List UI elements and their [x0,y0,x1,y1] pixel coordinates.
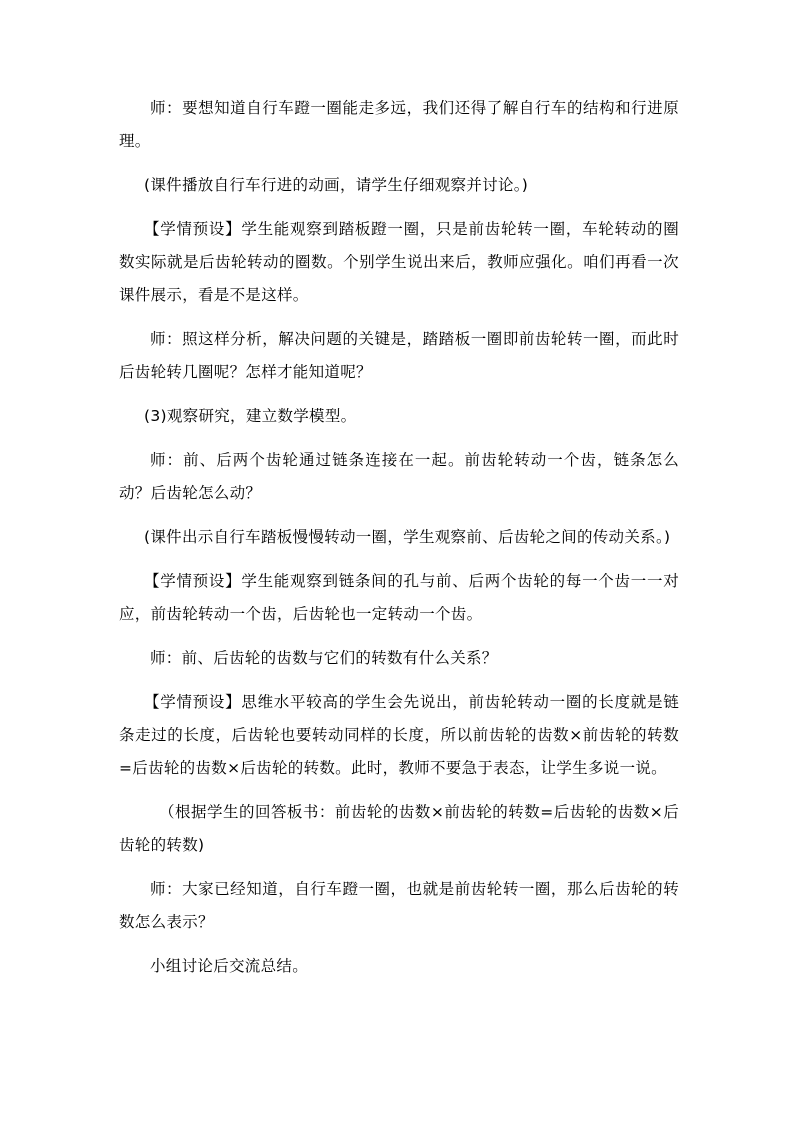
paragraph-4: 师：照这样分析，解决问题的关键是，踏踏板一圈即前齿轮转一圈，而此时后齿轮转几圈呢？怎样才能知道呢？ [119,330,679,381]
paragraph-12: 师：大家已经知道，自行车蹬一圈，也就是前齿轮转一圈，那么后齿轮的转数怎么表示？ [119,880,679,931]
paragraph-8: 【学情预设】学生能观察到链条间的孔与前、后两个齿轮的每一个齿一一对应，前齿轮转动一个齿，后齿轮也一定转动一个齿。 [119,572,679,623]
paragraph-7: (课件出示自行车踏板慢慢转动一圈，学生观察前、后齿轮之间的传动关系。) [144,528,671,546]
document-page [119,92,679,994]
paragraph-9: 师：前、后齿轮的齿数与它们的转数有什么关系？ [150,649,498,667]
paragraph-3: 【学情预设】学生能观察到踏板蹬一圈，只是前齿轮转一圈，车轮转动的圈数实际就是后齿轮转动的圈数。个别学生说出来后，教师应强化。咱们再看一次课件展示，看是不是这样。 [119,220,679,304]
paragraph-11: （根据学生的回答板书：前齿轮的齿数×前齿轮的转数=后齿轮的齿数×后齿轮的转数) [119,803,679,854]
paragraph-1: 师：要想知道自行车蹬一圈能走多远，我们还得了解自行车的结构和行进原理。 [119,99,679,150]
paragraph-5: (3)观察研究，建立数学模型。 [144,407,357,425]
paragraph-13: 小组讨论后交流总结。 [150,957,309,975]
paragraph-6: 师：前、后两个齿轮通过链条连接在一起。前齿轮转动一个齿，链条怎么动？后齿轮怎么动？ [119,451,679,502]
paragraph-10: 【学情预设】思维水平较高的学生会先说出，前齿轮转动一圈的长度就是链条走过的长度，后齿轮也要转动同样的长度，所以前齿轮的齿数×前齿轮的转数=后齿轮的齿数×后齿轮的转数。此时，教师不要急于表态，让学生多说一说。 [119,693,679,777]
paragraph-2: (课件播放自行车行进的动画，请学生仔细观察并讨论。) [144,176,529,194]
